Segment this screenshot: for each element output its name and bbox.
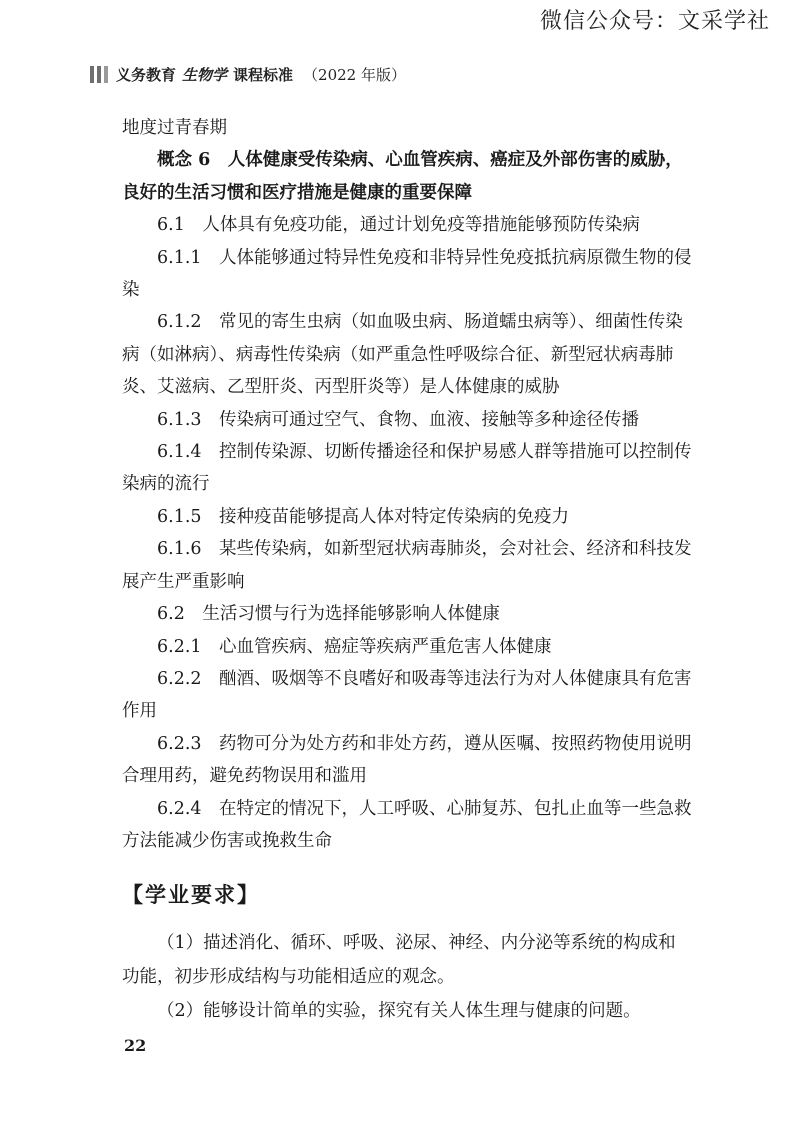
paragraph: 6.1.6 某些传染病，如新型冠状病毒肺炎，会对社会、经济和科技发展产生严重影响 <box>122 539 692 592</box>
page-body <box>122 112 692 1028</box>
paragraph: 6.1.5 接种疫苗能够提高人体对特定传染病的免疫力 <box>157 506 570 527</box>
header-part4: （2022 年版） <box>303 66 406 84</box>
running-header <box>90 64 406 85</box>
section-title: 【学业要求】 <box>122 883 260 908</box>
header-bars-decoration <box>90 66 108 83</box>
paragraph: 6.1.4 控制传染源、切断传播途径和保护易感人群等措施可以控制传染病的流行 <box>122 442 692 495</box>
page-number: 22 <box>124 1036 147 1055</box>
paragraph: 地度过青春期 <box>122 118 227 138</box>
header-part2: 生物学 <box>182 66 228 84</box>
paragraph: 6.1.3 传染病可通过空气、食物、血液、接触等多种途径传播 <box>157 409 640 430</box>
requirement-item: （1）描述消化、循环、呼吸、泌尿、神经、内分泌等系统的构成和功能，初步形成结构与功能相适应的观念。 <box>122 932 676 987</box>
paragraph: 6.2.3 药物可分为处方药和非处方药，遵从医嘱、按照药物使用说明合理用药，避免药物误用和滥用 <box>122 733 692 787</box>
paragraph: 6.2.1 心血管疾病、癌症等疾病严重危害人体健康 <box>157 636 552 657</box>
concept-heading: 概念 6 人体健康受传染病、心血管疾病、癌症及外部伤害的威胁，良好的生活习惯和医疗措施是健康的重要保障 <box>122 150 683 203</box>
header-part1: 义务教育 <box>116 66 177 84</box>
header-part3: 课程标准 <box>233 66 294 84</box>
paragraph: 6.2 生活习惯与行为选择能够影响人体健康 <box>157 604 500 625</box>
paragraph: 6.2.4 在特定的情况下，人工呼吸、心肺复苏、包扎止血等一些急救方法能减少伤害或挽救生命 <box>122 798 692 851</box>
paragraph: 6.1 人体具有免疫功能，通过计划免疫等措施能够预防传染病 <box>157 215 640 236</box>
paragraph: 6.2.2 酗酒、吸烟等不良嗜好和吸毒等违法行为对人体健康具有危害作用 <box>122 668 692 722</box>
paragraph: 6.1.2 常见的寄生虫病（如血吸虫病、肠道蠕虫病等）、细菌性传染病（如淋病）、病毒性传染病（如严重急性呼吸综合征、新型冠状病毒肺炎、艾滋病、乙型肝炎、丙型肝炎等）是人体健康的威胁 <box>122 312 683 398</box>
paragraph: 6.1.1 人体能够通过特异性免疫和非特异性免疫抵抗病原微生物的侵染 <box>122 247 692 301</box>
watermark-text: 微信公众号：文采学社 <box>539 9 770 34</box>
requirement-item: （2）能够设计简单的实验，探究有关人体生理与健康的问题。 <box>157 1000 641 1021</box>
